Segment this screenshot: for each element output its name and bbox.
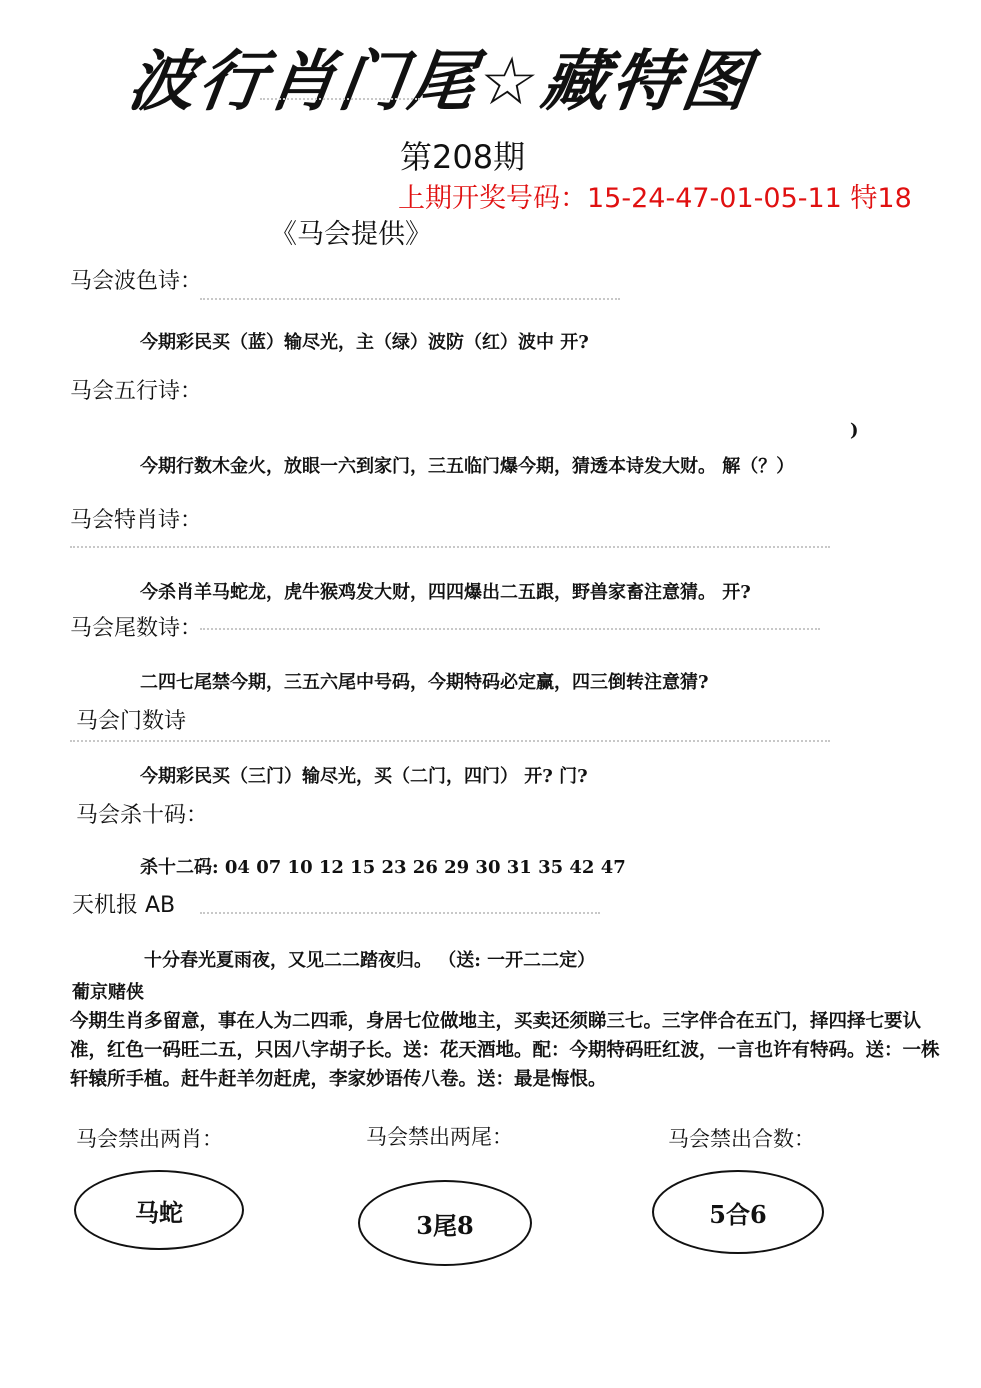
divider (200, 912, 600, 914)
issue-number: 第208期 (400, 138, 526, 176)
provider-label: 《马会提供》 (270, 219, 432, 250)
ban-tail-value: 3尾8 (416, 1210, 474, 1240)
five-elements-text: 今期行数木金火，放眼一六到家门，三五临门爆今期，猜透本诗发大财。 解（？） (140, 456, 795, 477)
kill-numbers-heading: 马会杀十码： (76, 803, 209, 828)
divider (260, 98, 420, 100)
five-elements-heading: 马会五行诗： (70, 379, 203, 404)
door-number-heading: 马会门数诗 (76, 709, 187, 734)
wave-poem-heading: 马会波色诗： (70, 269, 203, 294)
ban-sum-oval (652, 1170, 824, 1254)
door-number-text: 今期彩民买（三门）输尽光，买（二门，四门） 开? 门? (140, 766, 588, 787)
kill-numbers-text: 杀十二码: 04 07 10 12 15 23 26 29 30 31 35 42 47 (140, 857, 626, 878)
wave-poem-text: 今期彩民买（蓝）输尽光，主（绿）波防（红）波中 开? (140, 332, 589, 353)
divider (70, 546, 830, 548)
stray-bracket: ) (850, 420, 859, 441)
ban-sum-value: 5合6 (709, 1199, 767, 1229)
page-title: 波行肖门尾☆藏特图 (123, 43, 758, 120)
divider (70, 740, 830, 742)
special-zodiac-text: 今杀肖羊马蛇龙，虎牛猴鸡发大财，四四爆出二五跟，野兽家畜注意猜。 开? (140, 582, 751, 603)
ban-sum-title: 马会禁出合数： (668, 1127, 815, 1151)
tianji-heading: 天机报 AB (72, 893, 176, 918)
ban-zodiac-oval (74, 1170, 244, 1250)
ban-zodiac-value: 马蛇 (135, 1197, 183, 1227)
special-zodiac-heading: 马会特肖诗： (70, 508, 203, 533)
ban-zodiac-title: 马会禁出两肖： (76, 1127, 223, 1151)
pujing-text: 今期生肖多留意，事在人为二四乖，身居七位做地主，买卖还须睇三七。三字伴合在五门，择四择七要认准，红色一码旺二五，只因八字胡子长。送：花天酒地。配：今期特码旺红波，一言也许有特码。送：一株轩辕所手植。赶牛赶羊勿赶虎，李家妙语传八卷。送：最是悔恨。 (70, 1011, 940, 1090)
ban-tail-title: 马会禁出两尾： (366, 1125, 513, 1149)
divider (200, 628, 820, 630)
last-draw-numbers: 上期开奖号码：15-24-47-01-05-11 特18 (398, 183, 912, 214)
tail-number-text: 二四七尾禁今期，三五六尾中号码，今期特码必定赢，四三倒转注意猜? (140, 672, 709, 693)
divider (200, 298, 620, 300)
tianji-text: 十分春光夏雨夜，又见二二踏夜归。 （送: 一开二二定） (144, 950, 596, 971)
pujing-heading: 葡京赌侠 (72, 982, 144, 1003)
tail-number-heading: 马会尾数诗： (70, 616, 203, 641)
ban-tail-oval (358, 1180, 532, 1266)
